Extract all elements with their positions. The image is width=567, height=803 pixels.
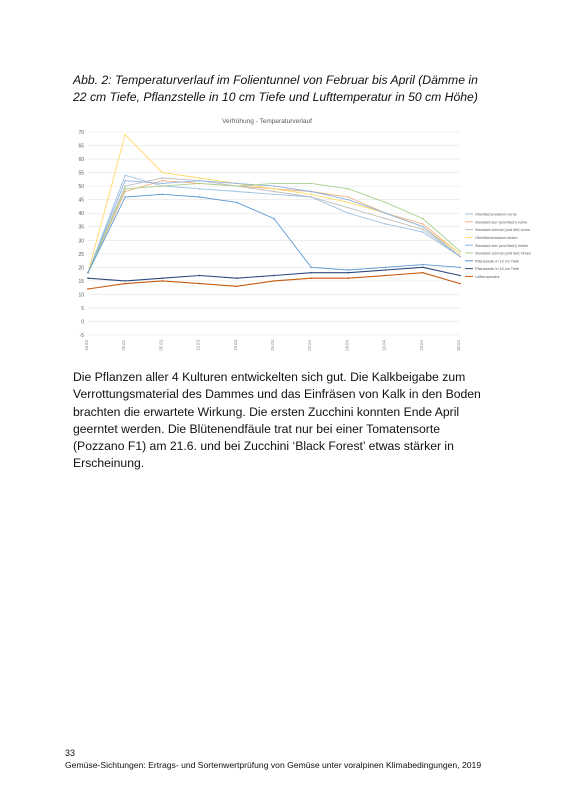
x-tick-label: 16.04. bbox=[381, 339, 387, 351]
temperature-chart bbox=[62, 110, 531, 360]
page-footer: Gemüse-Sichtungen: Ertrags- und Sortenwertprüfung von Gemüse unter voralpinen Klimabedingungen, 2019 bbox=[65, 760, 482, 770]
data-point bbox=[459, 283, 461, 285]
data-point bbox=[385, 223, 387, 225]
data-point bbox=[236, 277, 238, 279]
data-point bbox=[422, 223, 424, 225]
y-tick-label: 30 bbox=[78, 238, 84, 245]
data-point bbox=[199, 275, 201, 277]
data-point bbox=[310, 267, 312, 269]
x-tick-label: 26.02. bbox=[121, 339, 127, 351]
data-point bbox=[422, 272, 424, 274]
data-point bbox=[422, 218, 424, 220]
data-point bbox=[422, 267, 424, 269]
data-point bbox=[310, 193, 312, 195]
data-point bbox=[124, 175, 126, 177]
data-point bbox=[422, 264, 424, 266]
x-tick-label: 12.03. bbox=[195, 339, 201, 351]
y-tick-label: 25 bbox=[78, 251, 84, 258]
legend-label: Pflanzstelle in 10 cm Tiefe bbox=[475, 267, 520, 272]
y-tick-label: 10 bbox=[78, 292, 84, 299]
data-point bbox=[459, 250, 461, 252]
data-point bbox=[459, 256, 461, 258]
data-point bbox=[385, 267, 387, 269]
page-number: 33 bbox=[65, 748, 76, 758]
data-point bbox=[162, 193, 164, 195]
data-point bbox=[385, 202, 387, 204]
data-point bbox=[385, 218, 387, 220]
data-point bbox=[87, 288, 89, 290]
y-tick-label: 55 bbox=[78, 170, 84, 177]
body-paragraph: Die Pflanzen aller 4 Kulturen entwickelten sich gut. Die Kalkbeigabe zum Verrottungsmaterial des Dammes und das Einfräsen von Kalk in den Boden brachten die erwartete Wirkung. Die ersten Zucchini konnten Ende April geerntet werden. Die Blütenendfäule trat nur bei einer Tomatensorte (Pozzano F1) am 21.6. und bei Zucchini ‘Black Forest’ etwas stärker in Erscheinung. bbox=[73, 370, 481, 471]
data-point bbox=[199, 180, 201, 182]
y-tick-label: 60 bbox=[78, 157, 84, 164]
data-point bbox=[422, 226, 424, 228]
data-point bbox=[124, 280, 126, 282]
data-point bbox=[124, 283, 126, 285]
data-point bbox=[199, 188, 201, 190]
data-point bbox=[236, 191, 238, 193]
data-point bbox=[385, 212, 387, 214]
x-tick-label: 05.03. bbox=[158, 339, 164, 351]
y-tick-label: 20 bbox=[78, 265, 84, 272]
x-tick-label: 19.03. bbox=[232, 339, 238, 351]
data-point bbox=[273, 188, 275, 190]
data-point bbox=[124, 134, 126, 136]
data-point bbox=[348, 272, 350, 274]
y-tick-label: -5 bbox=[79, 333, 84, 339]
data-point bbox=[459, 253, 461, 255]
data-point bbox=[199, 196, 201, 198]
x-tick-label: 09.04. bbox=[344, 339, 350, 351]
data-point bbox=[273, 218, 275, 220]
data-point bbox=[273, 280, 275, 282]
data-point bbox=[459, 275, 461, 277]
data-point bbox=[124, 180, 126, 182]
data-point bbox=[87, 277, 89, 279]
y-tick-label: 5 bbox=[81, 305, 84, 312]
data-point bbox=[124, 185, 126, 187]
y-tick-label: 65 bbox=[78, 143, 84, 150]
data-point bbox=[162, 280, 164, 282]
data-point bbox=[124, 196, 126, 198]
data-point bbox=[348, 269, 350, 271]
data-point bbox=[348, 277, 350, 279]
data-point bbox=[422, 231, 424, 233]
legend-label: Standard schmal (und tief) vorne bbox=[475, 228, 531, 233]
data-point bbox=[199, 177, 201, 179]
data-point bbox=[348, 207, 350, 209]
data-point bbox=[273, 191, 275, 193]
data-point bbox=[162, 180, 164, 182]
x-tick-label: 26.03. bbox=[270, 339, 275, 351]
data-point bbox=[273, 193, 275, 195]
data-point bbox=[87, 272, 89, 274]
data-point bbox=[199, 283, 201, 285]
data-point bbox=[310, 277, 312, 279]
data-point bbox=[422, 229, 424, 231]
data-point bbox=[310, 183, 312, 185]
data-point bbox=[199, 183, 201, 185]
legend-label: Standard leer (und flach) vorne bbox=[475, 220, 528, 225]
data-point bbox=[348, 212, 350, 214]
data-point bbox=[162, 185, 164, 187]
data-point bbox=[348, 202, 350, 204]
chart-canvas bbox=[62, 110, 531, 360]
y-tick-label: 45 bbox=[78, 197, 84, 204]
data-point bbox=[385, 275, 387, 277]
x-tick-label: 23.04. bbox=[418, 339, 424, 351]
data-point bbox=[162, 277, 164, 279]
legend-label: Oberflächendamm hinten bbox=[475, 236, 518, 240]
data-point bbox=[162, 177, 164, 179]
y-tick-label: 50 bbox=[78, 184, 84, 191]
data-point bbox=[236, 183, 238, 185]
y-tick-label: 70 bbox=[78, 130, 84, 136]
legend-label: Lufttemperatur bbox=[475, 275, 500, 279]
data-point bbox=[310, 272, 312, 274]
data-point bbox=[385, 269, 387, 271]
chart-title: Verfrühung - Temperaturverlauf bbox=[222, 118, 312, 125]
data-point bbox=[236, 185, 238, 187]
y-tick-label: 15 bbox=[78, 278, 84, 285]
series-line bbox=[88, 194, 460, 272]
data-point bbox=[273, 185, 275, 187]
legend-label: Standard schmal (und tief) hinten bbox=[475, 251, 531, 256]
data-point bbox=[273, 275, 275, 277]
data-point bbox=[236, 285, 238, 287]
data-point bbox=[273, 183, 275, 185]
figure-caption: Abb. 2: Temperaturverlauf im Folientunnel von Februar bis April (Dämme in 22 cm Tiefe, Pflanzstelle in 10 cm Tiefe und Lufttemperatur in 50 cm Höhe) bbox=[73, 73, 478, 104]
data-point bbox=[162, 183, 164, 185]
legend-label: Pflanzstelle in 10 cm Tiefe bbox=[475, 259, 520, 264]
data-point bbox=[348, 199, 350, 201]
x-tick-label: 19.02. bbox=[84, 339, 89, 351]
data-point bbox=[310, 196, 312, 198]
data-point bbox=[310, 191, 312, 193]
data-point bbox=[124, 188, 126, 190]
data-point bbox=[348, 196, 350, 198]
data-point bbox=[348, 188, 350, 190]
legend-label: Standard leer (und flach) hinten bbox=[475, 243, 529, 248]
data-point bbox=[236, 202, 238, 204]
y-tick-label: 35 bbox=[78, 224, 84, 231]
y-tick-label: 40 bbox=[78, 211, 84, 218]
data-point bbox=[162, 172, 164, 174]
y-tick-label: 0 bbox=[81, 319, 84, 326]
x-tick-label: 30.04. bbox=[456, 339, 461, 351]
series-line bbox=[88, 135, 460, 273]
x-tick-label: 02.04. bbox=[307, 339, 313, 351]
data-point bbox=[459, 267, 461, 269]
legend-label: Oberflächendamm vorne bbox=[475, 212, 517, 217]
